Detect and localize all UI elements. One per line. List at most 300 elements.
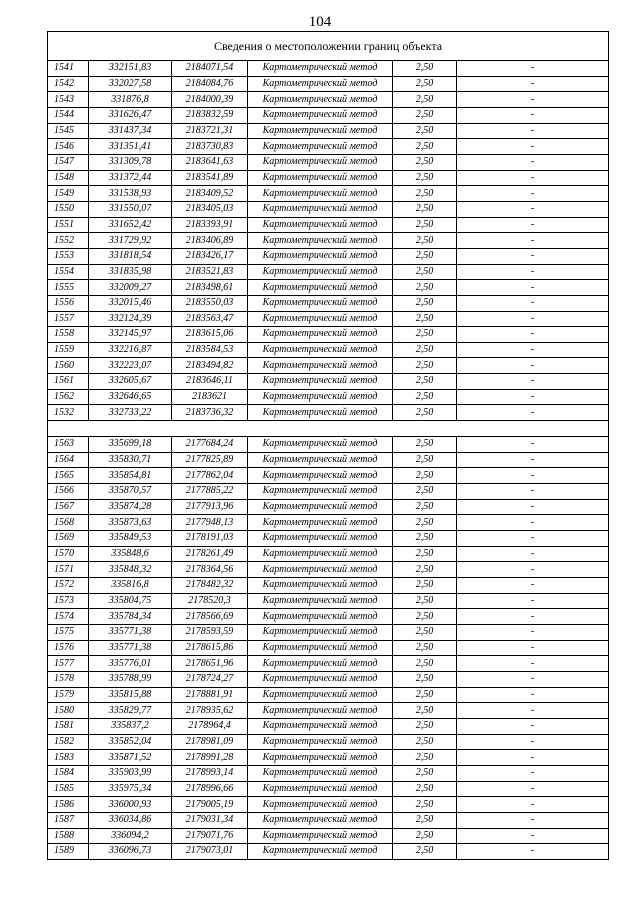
description-cell: - <box>457 139 609 155</box>
x-coordinate-cell: 335776,01 <box>89 656 172 672</box>
accuracy-cell: 2,50 <box>393 531 457 547</box>
description-cell: - <box>457 186 609 202</box>
method-cell: Картометрический метод <box>248 531 393 547</box>
method-cell: Картометрический метод <box>248 703 393 719</box>
y-coordinate-cell: 2183521,83 <box>172 264 248 280</box>
method-cell: Картометрический метод <box>248 499 393 515</box>
table-row <box>48 499 609 515</box>
table-row <box>48 405 609 421</box>
x-coordinate-cell: 332646,65 <box>89 389 172 405</box>
x-coordinate-cell: 335848,6 <box>89 546 172 562</box>
x-coordinate-cell: 335699,18 <box>89 437 172 453</box>
point-number-cell: 1563 <box>48 437 89 453</box>
description-cell: - <box>457 201 609 217</box>
point-number-cell: 1572 <box>48 578 89 594</box>
description-cell: - <box>457 781 609 797</box>
description-cell: - <box>457 280 609 296</box>
accuracy-cell: 2,50 <box>393 515 457 531</box>
method-cell: Картометрический метод <box>248 217 393 233</box>
method-cell: Картометрический метод <box>248 640 393 656</box>
y-coordinate-cell: 2183730,83 <box>172 139 248 155</box>
description-cell: - <box>457 76 609 92</box>
table-row <box>48 609 609 625</box>
y-coordinate-cell: 2183406,89 <box>172 233 248 249</box>
y-coordinate-cell: 2177862,04 <box>172 468 248 484</box>
point-number-cell: 1565 <box>48 468 89 484</box>
table-row <box>48 139 609 155</box>
y-coordinate-cell: 2183405,03 <box>172 201 248 217</box>
x-coordinate-cell: 331437,34 <box>89 123 172 139</box>
table-row <box>48 280 609 296</box>
table-row <box>48 844 609 860</box>
description-cell: - <box>457 154 609 170</box>
method-cell: Картометрический метод <box>248 186 393 202</box>
point-number-cell: 1589 <box>48 844 89 860</box>
accuracy-cell: 2,50 <box>393 624 457 640</box>
x-coordinate-cell: 335848,32 <box>89 562 172 578</box>
y-coordinate-cell: 2183615,06 <box>172 327 248 343</box>
x-coordinate-cell: 331818,54 <box>89 248 172 264</box>
point-number-cell: 1532 <box>48 405 89 421</box>
method-cell: Картометрический метод <box>248 107 393 123</box>
table-row <box>48 718 609 734</box>
method-cell: Картометрический метод <box>248 248 393 264</box>
accuracy-cell: 2,50 <box>393 640 457 656</box>
point-number-cell: 1551 <box>48 217 89 233</box>
description-cell: - <box>457 593 609 609</box>
method-cell: Картометрический метод <box>248 828 393 844</box>
x-coordinate-cell: 336096,73 <box>89 844 172 860</box>
point-number-cell: 1584 <box>48 765 89 781</box>
accuracy-cell: 2,50 <box>393 248 457 264</box>
y-coordinate-cell: 2183409,52 <box>172 186 248 202</box>
y-coordinate-cell: 2183641,63 <box>172 154 248 170</box>
description-cell: - <box>457 405 609 421</box>
y-coordinate-cell: 2178981,09 <box>172 734 248 750</box>
description-cell: - <box>457 765 609 781</box>
x-coordinate-cell: 335975,34 <box>89 781 172 797</box>
y-coordinate-cell: 2183721,31 <box>172 123 248 139</box>
y-coordinate-cell: 2184084,76 <box>172 76 248 92</box>
accuracy-cell: 2,50 <box>393 452 457 468</box>
point-number-cell: 1549 <box>48 186 89 202</box>
table-row <box>48 515 609 531</box>
method-cell: Картометрический метод <box>248 389 393 405</box>
table-row <box>48 828 609 844</box>
y-coordinate-cell: 2183494,82 <box>172 358 248 374</box>
description-cell: - <box>457 107 609 123</box>
x-coordinate-cell: 335854,81 <box>89 468 172 484</box>
y-coordinate-cell: 2177684,24 <box>172 437 248 453</box>
x-coordinate-cell: 335771,38 <box>89 624 172 640</box>
description-cell: - <box>457 452 609 468</box>
y-coordinate-cell: 2183736,32 <box>172 405 248 421</box>
table-row <box>48 437 609 453</box>
accuracy-cell: 2,50 <box>393 546 457 562</box>
accuracy-cell: 2,50 <box>393 342 457 358</box>
x-coordinate-cell: 335830,71 <box>89 452 172 468</box>
x-coordinate-cell: 335874,28 <box>89 499 172 515</box>
y-coordinate-cell: 2183563,47 <box>172 311 248 327</box>
x-coordinate-cell: 335816,8 <box>89 578 172 594</box>
description-cell: - <box>457 734 609 750</box>
method-cell: Картометрический метод <box>248 358 393 374</box>
y-coordinate-cell: 2178991,28 <box>172 750 248 766</box>
method-cell: Картометрический метод <box>248 452 393 468</box>
description-cell: - <box>457 327 609 343</box>
point-number-cell: 1576 <box>48 640 89 656</box>
method-cell: Картометрический метод <box>248 327 393 343</box>
point-number-cell: 1569 <box>48 531 89 547</box>
description-cell: - <box>457 531 609 547</box>
y-coordinate-cell: 2179073,01 <box>172 844 248 860</box>
description-cell: - <box>457 468 609 484</box>
y-coordinate-cell: 2179031,34 <box>172 812 248 828</box>
description-cell: - <box>457 812 609 828</box>
description-cell: - <box>457 374 609 390</box>
description-cell: - <box>457 797 609 813</box>
accuracy-cell: 2,50 <box>393 201 457 217</box>
table-row <box>48 734 609 750</box>
accuracy-cell: 2,50 <box>393 217 457 233</box>
table-row <box>48 562 609 578</box>
accuracy-cell: 2,50 <box>393 311 457 327</box>
table-row <box>48 656 609 672</box>
table-row <box>48 264 609 280</box>
method-cell: Картометрический метод <box>248 656 393 672</box>
method-cell: Картометрический метод <box>248 546 393 562</box>
y-coordinate-cell: 2178364,56 <box>172 562 248 578</box>
point-number-cell: 1579 <box>48 687 89 703</box>
description-cell: - <box>457 671 609 687</box>
accuracy-cell: 2,50 <box>393 578 457 594</box>
table-row <box>48 687 609 703</box>
accuracy-cell: 2,50 <box>393 92 457 108</box>
accuracy-cell: 2,50 <box>393 280 457 296</box>
point-number-cell: 1566 <box>48 484 89 500</box>
table-row <box>48 342 609 358</box>
point-number-cell: 1586 <box>48 797 89 813</box>
description-cell: - <box>457 358 609 374</box>
accuracy-cell: 2,50 <box>393 186 457 202</box>
accuracy-cell: 2,50 <box>393 609 457 625</box>
table-row <box>48 671 609 687</box>
x-coordinate-cell: 331652,42 <box>89 217 172 233</box>
x-coordinate-cell: 332027,58 <box>89 76 172 92</box>
point-number-cell: 1580 <box>48 703 89 719</box>
description-cell: - <box>457 578 609 594</box>
y-coordinate-cell: 2183584,53 <box>172 342 248 358</box>
description-cell: - <box>457 499 609 515</box>
accuracy-cell: 2,50 <box>393 154 457 170</box>
table-row <box>48 107 609 123</box>
table-row <box>48 468 609 484</box>
y-coordinate-cell: 2178520,3 <box>172 593 248 609</box>
table-row <box>48 123 609 139</box>
description-cell: - <box>457 828 609 844</box>
x-coordinate-cell: 335903,99 <box>89 765 172 781</box>
accuracy-cell: 2,50 <box>393 718 457 734</box>
point-number-cell: 1578 <box>48 671 89 687</box>
table-row <box>48 76 609 92</box>
description-cell: - <box>457 248 609 264</box>
y-coordinate-cell: 2178964,4 <box>172 718 248 734</box>
y-coordinate-cell: 2183393,91 <box>172 217 248 233</box>
description-cell: - <box>457 656 609 672</box>
point-number-cell: 1581 <box>48 718 89 734</box>
x-coordinate-cell: 331835,98 <box>89 264 172 280</box>
description-cell: - <box>457 123 609 139</box>
point-number-cell: 1575 <box>48 624 89 640</box>
method-cell: Картометрический метод <box>248 342 393 358</box>
point-number-cell: 1546 <box>48 139 89 155</box>
table-row <box>48 531 609 547</box>
accuracy-cell: 2,50 <box>393 76 457 92</box>
description-cell: - <box>457 389 609 405</box>
description-cell: - <box>457 437 609 453</box>
method-cell: Картометрический метод <box>248 844 393 860</box>
x-coordinate-cell: 332605,67 <box>89 374 172 390</box>
x-coordinate-cell: 332733,22 <box>89 405 172 421</box>
accuracy-cell: 2,50 <box>393 703 457 719</box>
description-cell: - <box>457 718 609 734</box>
method-cell: Картометрический метод <box>248 154 393 170</box>
method-cell: Картометрический метод <box>248 295 393 311</box>
table-row <box>48 389 609 405</box>
accuracy-cell: 2,50 <box>393 295 457 311</box>
method-cell: Картометрический метод <box>248 562 393 578</box>
page-number: 104 <box>308 14 332 30</box>
point-number-cell: 1560 <box>48 358 89 374</box>
point-number-cell: 1555 <box>48 280 89 296</box>
method-cell: Картометрический метод <box>248 812 393 828</box>
y-coordinate-cell: 2183426,17 <box>172 248 248 264</box>
table-row <box>48 452 609 468</box>
x-coordinate-cell: 335849,53 <box>89 531 172 547</box>
point-number-cell: 1554 <box>48 264 89 280</box>
point-number-cell: 1548 <box>48 170 89 186</box>
accuracy-cell: 2,50 <box>393 499 457 515</box>
description-cell: - <box>457 264 609 280</box>
point-number-cell: 1587 <box>48 812 89 828</box>
y-coordinate-cell: 2178724,27 <box>172 671 248 687</box>
accuracy-cell: 2,50 <box>393 593 457 609</box>
method-cell: Картометрический метод <box>248 671 393 687</box>
method-cell: Картометрический метод <box>248 201 393 217</box>
point-number-cell: 1556 <box>48 295 89 311</box>
y-coordinate-cell: 2183550,03 <box>172 295 248 311</box>
accuracy-cell: 2,50 <box>393 844 457 860</box>
point-number-cell: 1553 <box>48 248 89 264</box>
table-body <box>48 32 609 860</box>
point-number-cell: 1552 <box>48 233 89 249</box>
x-coordinate-cell: 335771,38 <box>89 640 172 656</box>
y-coordinate-cell: 2177885,22 <box>172 484 248 500</box>
accuracy-cell: 2,50 <box>393 671 457 687</box>
description-cell: - <box>457 233 609 249</box>
point-number-cell: 1567 <box>48 499 89 515</box>
accuracy-cell: 2,50 <box>393 750 457 766</box>
group-separator <box>48 421 609 437</box>
description-cell: - <box>457 515 609 531</box>
point-number-cell: 1542 <box>48 76 89 92</box>
point-number-cell: 1558 <box>48 327 89 343</box>
method-cell: Картометрический метод <box>248 609 393 625</box>
accuracy-cell: 2,50 <box>393 107 457 123</box>
table-row <box>48 311 609 327</box>
accuracy-cell: 2,50 <box>393 170 457 186</box>
x-coordinate-cell: 335870,57 <box>89 484 172 500</box>
method-cell: Картометрический метод <box>248 468 393 484</box>
accuracy-cell: 2,50 <box>393 327 457 343</box>
point-number-cell: 1585 <box>48 781 89 797</box>
method-cell: Картометрический метод <box>248 76 393 92</box>
table-row <box>48 295 609 311</box>
point-number-cell: 1547 <box>48 154 89 170</box>
accuracy-cell: 2,50 <box>393 437 457 453</box>
y-coordinate-cell: 2178996,66 <box>172 781 248 797</box>
x-coordinate-cell: 332124,39 <box>89 311 172 327</box>
table-row <box>48 750 609 766</box>
x-coordinate-cell: 335815,88 <box>89 687 172 703</box>
accuracy-cell: 2,50 <box>393 562 457 578</box>
table-row <box>48 640 609 656</box>
method-cell: Картометрический метод <box>248 311 393 327</box>
x-coordinate-cell: 335804,75 <box>89 593 172 609</box>
x-coordinate-cell: 332216,87 <box>89 342 172 358</box>
table-row <box>48 703 609 719</box>
x-coordinate-cell: 332015,46 <box>89 295 172 311</box>
point-number-cell: 1557 <box>48 311 89 327</box>
accuracy-cell: 2,50 <box>393 484 457 500</box>
x-coordinate-cell: 335871,52 <box>89 750 172 766</box>
table-row <box>48 797 609 813</box>
y-coordinate-cell: 2183541,89 <box>172 170 248 186</box>
table-row <box>48 578 609 594</box>
x-coordinate-cell: 335788,99 <box>89 671 172 687</box>
accuracy-cell: 2,50 <box>393 405 457 421</box>
method-cell: Картометрический метод <box>248 264 393 280</box>
accuracy-cell: 2,50 <box>393 374 457 390</box>
method-cell: Картометрический метод <box>248 92 393 108</box>
x-coordinate-cell: 331876,8 <box>89 92 172 108</box>
point-number-cell: 1562 <box>48 389 89 405</box>
method-cell: Картометрический метод <box>248 374 393 390</box>
table-title: Сведения о местоположении границ объекта <box>48 32 609 61</box>
description-cell: - <box>457 609 609 625</box>
table-row <box>48 765 609 781</box>
table-row <box>48 92 609 108</box>
description-cell: - <box>457 844 609 860</box>
table-row <box>48 358 609 374</box>
table-row <box>48 248 609 264</box>
description-cell: - <box>457 750 609 766</box>
y-coordinate-cell: 2178261,49 <box>172 546 248 562</box>
x-coordinate-cell: 332151,83 <box>89 61 172 77</box>
point-number-cell: 1545 <box>48 123 89 139</box>
method-cell: Картометрический метод <box>248 781 393 797</box>
method-cell: Картометрический метод <box>248 797 393 813</box>
description-cell: - <box>457 311 609 327</box>
method-cell: Картометрический метод <box>248 687 393 703</box>
y-coordinate-cell: 2178651,96 <box>172 656 248 672</box>
point-number-cell: 1543 <box>48 92 89 108</box>
y-coordinate-cell: 2178593,59 <box>172 624 248 640</box>
accuracy-cell: 2,50 <box>393 123 457 139</box>
x-coordinate-cell: 335852,04 <box>89 734 172 750</box>
method-cell: Картометрический метод <box>248 484 393 500</box>
point-number-cell: 1583 <box>48 750 89 766</box>
method-cell: Картометрический метод <box>248 139 393 155</box>
description-cell: - <box>457 217 609 233</box>
y-coordinate-cell: 2178566,69 <box>172 609 248 625</box>
description-cell: - <box>457 92 609 108</box>
description-cell: - <box>457 61 609 77</box>
table-row <box>48 217 609 233</box>
description-cell: - <box>457 687 609 703</box>
accuracy-cell: 2,50 <box>393 812 457 828</box>
accuracy-cell: 2,50 <box>393 139 457 155</box>
point-number-cell: 1571 <box>48 562 89 578</box>
x-coordinate-cell: 335837,2 <box>89 718 172 734</box>
y-coordinate-cell: 2178993,14 <box>172 765 248 781</box>
y-coordinate-cell: 2177948,13 <box>172 515 248 531</box>
method-cell: Картометрический метод <box>248 170 393 186</box>
accuracy-cell: 2,50 <box>393 734 457 750</box>
method-cell: Картометрический метод <box>248 437 393 453</box>
table-row <box>48 61 609 77</box>
y-coordinate-cell: 2179071,76 <box>172 828 248 844</box>
x-coordinate-cell: 331351,41 <box>89 139 172 155</box>
table-row <box>48 593 609 609</box>
table-row <box>48 812 609 828</box>
method-cell: Картометрический метод <box>248 593 393 609</box>
accuracy-cell: 2,50 <box>393 389 457 405</box>
x-coordinate-cell: 336094,2 <box>89 828 172 844</box>
table-row <box>48 781 609 797</box>
description-cell: - <box>457 484 609 500</box>
x-coordinate-cell: 331729,92 <box>89 233 172 249</box>
table-row <box>48 186 609 202</box>
y-coordinate-cell: 2178191,03 <box>172 531 248 547</box>
y-coordinate-cell: 2177825,89 <box>172 452 248 468</box>
y-coordinate-cell: 2183646,11 <box>172 374 248 390</box>
point-number-cell: 1582 <box>48 734 89 750</box>
point-number-cell: 1588 <box>48 828 89 844</box>
table-row <box>48 327 609 343</box>
table-row <box>48 374 609 390</box>
accuracy-cell: 2,50 <box>393 358 457 374</box>
method-cell: Картометрический метод <box>248 280 393 296</box>
point-number-cell: 1573 <box>48 593 89 609</box>
y-coordinate-cell: 2179005,19 <box>172 797 248 813</box>
table-row <box>48 484 609 500</box>
point-number-cell: 1550 <box>48 201 89 217</box>
method-cell: Картометрический метод <box>248 734 393 750</box>
y-coordinate-cell: 2183498,61 <box>172 280 248 296</box>
description-cell: - <box>457 562 609 578</box>
accuracy-cell: 2,50 <box>393 687 457 703</box>
point-number-cell: 1570 <box>48 546 89 562</box>
boundary-coordinates-table <box>47 31 609 860</box>
y-coordinate-cell: 2183621 <box>172 389 248 405</box>
x-coordinate-cell: 331309,78 <box>89 154 172 170</box>
group-separator-row <box>48 421 609 437</box>
table-row <box>48 170 609 186</box>
x-coordinate-cell: 331538,93 <box>89 186 172 202</box>
x-coordinate-cell: 331626,47 <box>89 107 172 123</box>
accuracy-cell: 2,50 <box>393 765 457 781</box>
